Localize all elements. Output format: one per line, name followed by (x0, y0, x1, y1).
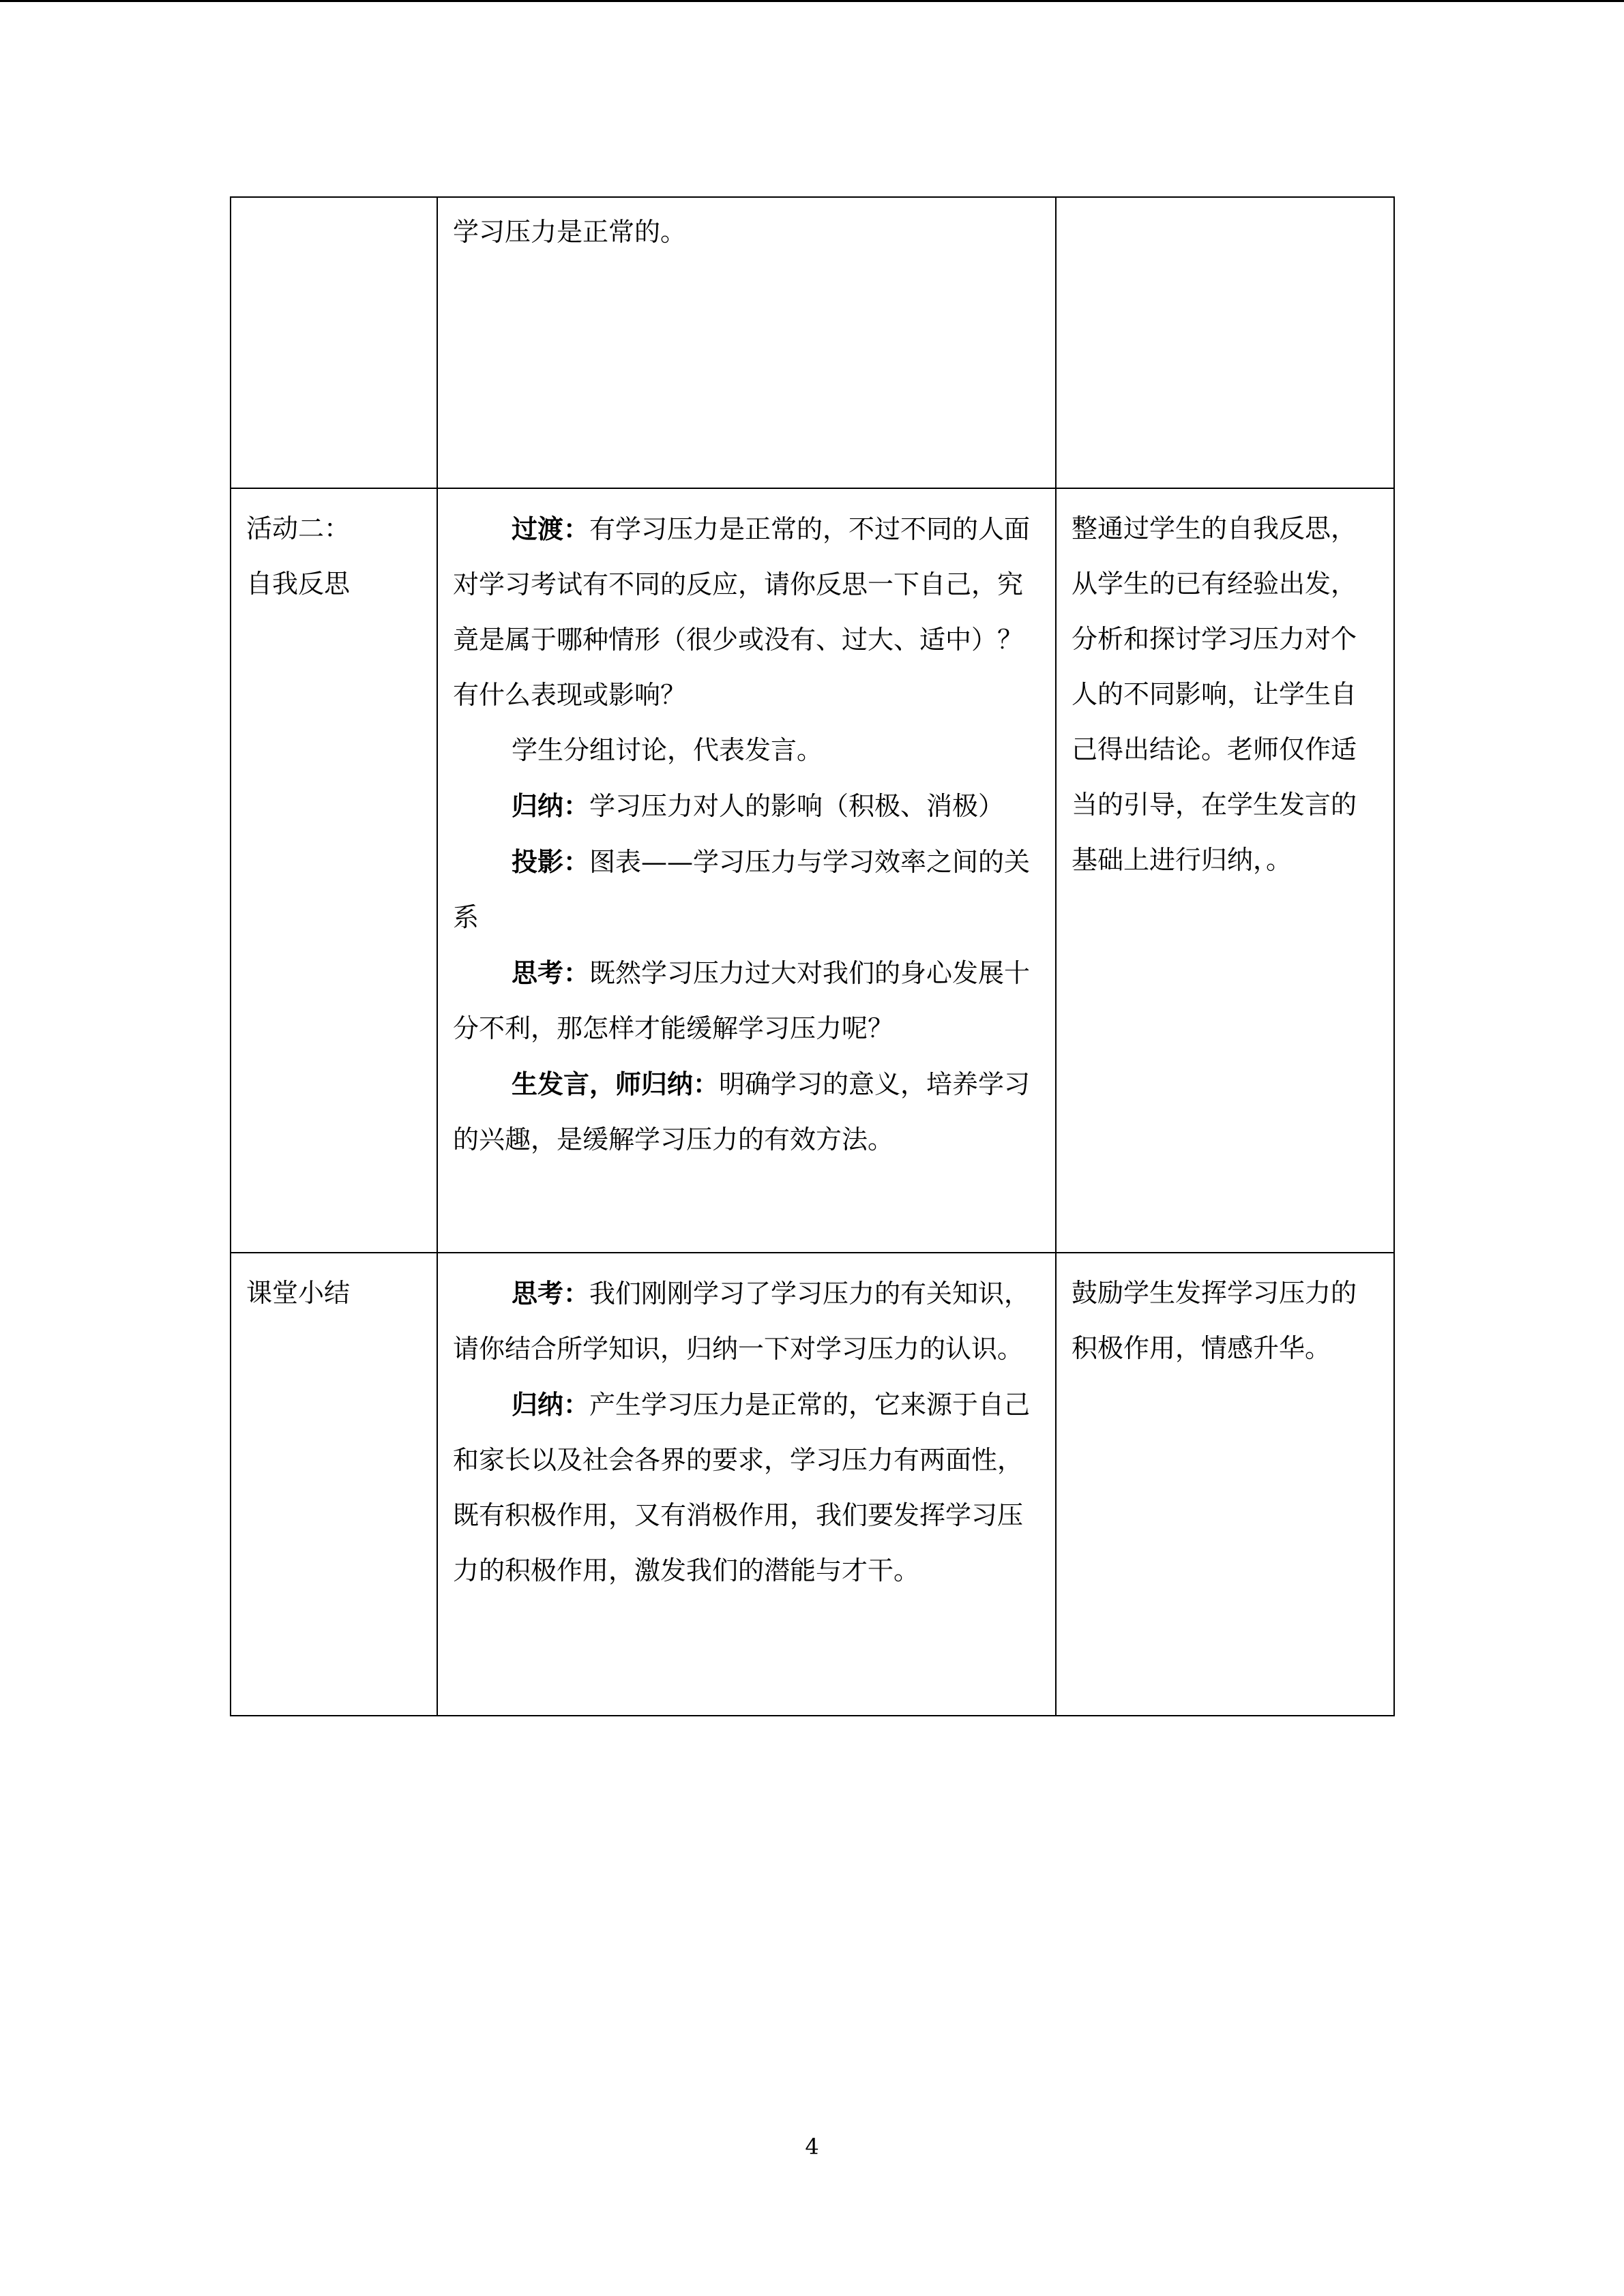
paragraph-lead: 归纳： (512, 1389, 590, 1420)
stage-cell (231, 197, 437, 488)
table-row (231, 1253, 1394, 1716)
paragraph-lead: 思考： (512, 1278, 590, 1309)
paragraph-lead: 生发言，师归纳： (512, 1069, 720, 1099)
stage-label: 活动二： (246, 513, 351, 543)
paragraph-text: 图表——学习压力与学习效率之间的关系 (453, 847, 1031, 932)
table-row (231, 197, 1394, 488)
content-paragraph (453, 501, 1040, 723)
paragraph-text: 学生分组讨论，代表发言。 (512, 735, 823, 765)
stage-label: 课堂小结 (246, 1278, 351, 1308)
content-paragraph (453, 205, 1040, 260)
stage-cell (231, 1253, 437, 1716)
intent-text: 整通过学生的自我反思，从学生的已有经验出发，分析和探讨学习压力对个人的不同影响，让学生自己得出结论。老师仅作适当的引导，在学生发言的基础上进行归纳，。 (1072, 513, 1357, 875)
content-paragraph (453, 834, 1040, 945)
content-cell (437, 197, 1056, 488)
table-row (231, 488, 1394, 1253)
paragraph-text: 我们刚刚学习了学习压力的有关知识，请你结合所学知识，归纳一下对学习压力的认识。 (453, 1279, 1031, 1364)
intent-text: 鼓励学生发挥学习压力的积极作用，情感升华。 (1072, 1278, 1357, 1363)
paragraph-lead: 思考： (512, 957, 590, 988)
content-cell (437, 488, 1056, 1253)
stage-label: 自我反思 (246, 569, 351, 599)
content-paragraph (453, 723, 1040, 778)
page-number: 4 (805, 2134, 819, 2160)
stage-cell (231, 488, 437, 1253)
intent-cell (1056, 488, 1394, 1253)
content-paragraph (453, 1266, 1040, 1377)
paragraph-lead: 投影： (512, 846, 590, 877)
content-paragraph (453, 1056, 1040, 1167)
content-paragraph (453, 778, 1040, 834)
paragraph-lead: 过渡： (512, 513, 590, 544)
paragraph-text: 明确学习的意义，培养学习的兴趣，是缓解学习压力的有效方法。 (453, 1069, 1031, 1154)
content-paragraph (453, 945, 1040, 1056)
paragraph-text: 学习压力对人的影响（积极、消极） (589, 791, 1005, 821)
lesson-plan-table (230, 196, 1395, 1716)
intent-cell (1056, 1253, 1394, 1716)
paragraph-text: 学习压力是正常的。 (453, 217, 687, 247)
paragraph-text: 产生学习压力是正常的，它来源于自己和家长以及社会各界的要求，学习压力有两面性，既有积极作用，又有消极作用，我们要发挥学习压力的积极作用，激发我们的潜能与才干。 (453, 1390, 1031, 1585)
content-cell (437, 1253, 1056, 1716)
paragraph-text: 既然学习压力过大对我们的身心发展十分不利，那怎样才能缓解学习压力呢？ (453, 958, 1031, 1043)
paragraph-text: 有学习压力是正常的，不过不同的人面对学习考试有不同的反应，请你反思一下自己，究竟是属于哪种情形（很少或没有、过大、适中）？有什么表现或影响？ (453, 514, 1031, 710)
intent-cell (1056, 197, 1394, 488)
page-top-border (0, 0, 1624, 2)
content-paragraph (453, 1377, 1040, 1598)
paragraph-lead: 归纳： (512, 790, 590, 821)
